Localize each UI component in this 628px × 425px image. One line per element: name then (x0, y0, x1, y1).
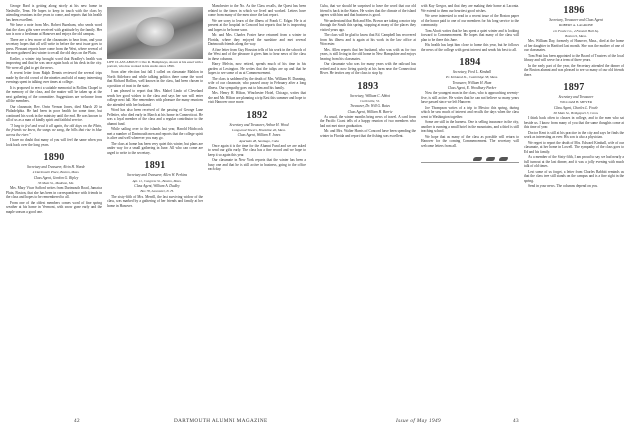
paragraph: The sixty-fifth of Mrs. Merrill, the last surviving widow of the class, was marked by a gathering of her friends and family at her home in Hanover. (107, 194, 203, 208)
paragraph: There are a few more of the classmates to hear from, and your secretary hopes that all will write in before the next issue goes to press. Pleasant reports have come from the West, where several of the men gathered last winter to recall the old days on the Plain. (6, 37, 102, 55)
paragraph: Soon after election last fall I called on classmate Mahlon in North Attleboro and while talking politics there came the word that Richard Rollins, well known in the class, had been chosen to a position of trust in the state. (107, 70, 203, 88)
paragraph: I am pleased to report that Mrs. Mabel Lindo of Cleveland sends her good wishes to the class and says her son will enter college next fall. She remembers with pleasure the many reunions she attended with her husband. (107, 89, 203, 107)
paragraph: As a member of the Sixty-fifth, I am proud to say we had nearly a full turnout at the last dinner, and it was a jolly evening with much talk of old times. (524, 155, 624, 169)
page-number: 43 (513, 418, 519, 424)
page-number: 42 (74, 418, 80, 424)
address-line: Apt. 11, Congress St., Boston, Mass. (132, 178, 182, 183)
paragraph: We understand that Bob and Mrs. Brown are taking a motor trip through the South this spring, stopping at many of the places they visited years ago. (320, 18, 416, 32)
paragraph: Mr. and Mrs. Walter Harris of Concord have been spending the winter in Florida and report that the fishing was excellent. (320, 129, 416, 138)
paragraph: We are sorry to learn of the illness of Frank C. Edgar. He is at present at the hospital in Concord but reports that he is improving and hopes to be home soon. (208, 18, 306, 32)
paragraph: Mrs. Mary Vicar Safford writes from Dartmouth Road, Jamaica Plain, Boston, that she has been in correspondence with friends in the class and hopes to be remembered to all. (6, 186, 102, 200)
paragraph: Send in your news. The columns depend on you. (528, 184, 599, 189)
paragraph: The class is saddened by the death of Mrs. William H. Dunning, wife of our classmate, who passed away in February after a long illness. Our sympathy goes out to him and his family. (208, 76, 306, 90)
class-year-heading: 1893 (357, 80, 379, 92)
class-agent-line: Class Agent, Gordon G. Ripley (33, 175, 79, 180)
paragraph: A fine letter from Guy Houston tells of his work in the schools of the West and of the pleasure it gives him to hear news of the class in these columns. (208, 47, 306, 61)
paragraph: Joe Thompson writes of a trip to Mexico this spring, during which he saw much of interest and recalls the days when the class went to Washington together. (421, 105, 519, 119)
paragraph: In the early part of the year, the Secretary attended the dinner of the Boston alumni and was pleased to see so many of our old friends there. (524, 63, 624, 77)
class-agent-line: Class Agent, William F. Jones (237, 133, 281, 138)
class-year-heading: 1892 (246, 109, 268, 121)
secretary-line: Secretary, Treasurer and Class Agent (549, 18, 603, 22)
paragraph: Mr. and Mrs. Charles Foster have returned from a winter in Florida, where they enjoyed the sunshine and met several Dartmouth friends along the way. (208, 33, 306, 46)
paragraph: I have no doubt that many of you will feel the same when you look back over the long years. (6, 138, 102, 147)
left-page (0, 0, 312, 424)
address-line: Boston 9, Mass. (565, 33, 587, 38)
quote-paragraph: "I long to feel and read it all again, the old days on the Plain, the friends we knew, the songs we sang, the hills that rise in blue across the river." (6, 123, 102, 137)
secretary-line: Secretary, William C. Abbot (349, 93, 391, 98)
address-line: c/o Fowle Co., 4 Faneuil Hall Sq. (553, 28, 599, 33)
paragraph: Cuba, that we should be surprised to have the word that our old friend is back in the States. He writes that the climate of the island agrees with him and that business is good. (320, 4, 416, 17)
class-year-heading: 1897 (563, 82, 585, 94)
paragraph: Once again it is the time for the Alumni Fund and we are asked to send our gifts early. The class has a fine record and we hope to keep it so again this year. (208, 143, 306, 157)
paragraph: Word has also been received of the passing of George Lane Pelletier, who died early in March at his home in Connecticut. He was a loyal member of the class and a regular contributor to the alumni fund. (107, 108, 203, 126)
address-line: Curtisville, Vt. (360, 98, 380, 103)
paragraph: As usual, the winter months bring news of travel. A card from the Pacific Coast tells of a happy reunion of two members who had not met since graduation. (320, 114, 416, 128)
paragraph: The class will be glad to know that Ed. Campbell has recovered from his illness and is again at his work in the law office at Worcester. (320, 33, 416, 46)
column-5 (421, 4, 519, 406)
paragraph: Manchester to the No. As the Class recalls, the Quest has been related to the times in which we lived and worked. Letters have come from many of the men since the last report. (208, 4, 306, 17)
address-line: Box 78, Lancaster, N. H. (140, 189, 174, 194)
paragraph: Harry Melvin, now retired, spends much of his time in his garden at Lexington. He writes that the tulips are up and that he hopes to see some of us at Commencement. (208, 62, 306, 75)
paragraph: Lest some of us forget, a letter from Charles Babbitt reminds us that the class tree still stands on the campus and is a fine sight in the spring. (524, 169, 624, 183)
address-line: 36 Main St., Madison, Me. (37, 181, 75, 186)
secretary-name: ROBERT A. LAGRONE (558, 23, 594, 28)
paragraph: Our classmate who was for many years with the railroad has retired and is now living quietly at his farm near the Connecticut River. He invites any of the class to stop by. (320, 62, 416, 75)
paragraph: Some are still in the harness. One is selling insurance in the city, another is running a small hotel in the mountains, and a third is still teaching school. (421, 120, 519, 134)
address-line: Pr. Kirkland St., Cambridge 38, Mass. (446, 75, 498, 80)
secretary-name: WILLIAM H. MEYER (560, 100, 592, 105)
paragraph: George Bard is getting along nicely at his new home in Nashville, Tenn. He hopes to keep in touch with the class by attending reunions in the years to come, and reports that his health has been excellent. (6, 4, 102, 22)
treasurer-line: Treasurer, Dr. Will G. Bates (350, 104, 390, 109)
paragraph: We regret to report the death of Mrs. Edward Kimball, wife of our classmate, at her home in Lowell. The sympathy of the class goes to Ed and his family. (524, 140, 624, 154)
paragraph: It is proposed to erect a suitable memorial in Rollins Chapel to the memory of the class, and the matter will be taken up at the next gathering of the committee. Suggestions are welcome from all the members. (6, 85, 102, 103)
class-year-heading: 1894 (459, 57, 481, 68)
class-agent-line: Class Agent, E. Woodbury Parker (447, 86, 497, 91)
paragraph: We were interested to read in a recent issue of the Boston paper of the honor paid to one of our members for his long service to the community. (421, 14, 519, 27)
address-line: 4 Dartmouth Place, Boston, Mass. (32, 170, 80, 175)
class-year-heading: 1891 (144, 160, 166, 172)
paragraph: I think back often to classes in college, and to the men who sat beside us. I know from many of you that the same thoughts come at this time of year. (524, 116, 624, 130)
column-1 (6, 4, 102, 406)
paragraph: Doctor Kent is still at his practice in the city and says he finds the work as interesting as ever. His son is also a physician. (524, 130, 624, 140)
paragraph: Our classmate in New York reports that the winter has been a busy one and that he is still active in business, going to the office each day. (208, 158, 306, 172)
column-2 (107, 4, 203, 406)
class-year-heading: 1896 (563, 5, 585, 16)
paragraph: From one of the oldest members comes word of fine spring weather at his home in Vermont, with snow gone early and the maple season a good one. (6, 200, 102, 214)
secretary-line: Secretary, Fred L. Kimball (452, 70, 492, 74)
address-line: Longwood Towers, Brookline 46, Mass. (232, 127, 286, 132)
paragraph: Mrs. William Day, formerly of Hanover, Mass., died at the home of her daughter in Hartford last month. She was the mother of one of our classmates. (524, 39, 624, 53)
paragraph: Tom Pratt has been appointed to the Board of Trustees of the local library and will serve for a term of three years. (524, 53, 624, 63)
class-agent-line: Class Agent, William H. Barrie (347, 109, 393, 114)
paragraph: We have a note from Mrs. Robert Burnham, who sends word that the class gifts were received with gratitude by the family. Her son is now a freshman at Hanover and enjoys the old campus. (6, 23, 102, 36)
paragraph: Mrs. Allen reports that her husband, who was with us for two years, is still living in the old home in New Hampshire and enjoys hearing from his classmates. (320, 47, 416, 61)
paragraph: His health has kept him close to home this year, but he follows the news of the college with great interest and sends his best to all. (421, 43, 519, 52)
right-page (318, 0, 628, 424)
secretary-line: Secretary and Treasurer, Allen W. Perkins (127, 173, 187, 178)
class-agent-line: Class Agent, Charles L. Fowle (553, 105, 599, 110)
secretary-line: Secretary and Treasurer, Alvin H. Warde (26, 165, 86, 169)
column-4 (320, 4, 416, 406)
paragraph: Now the youngest man in the class, who is approaching seventy-five, is still active. He writes that he can not believe so many years have passed since we left Hanover. (421, 91, 519, 105)
portrait-photo (107, 7, 203, 59)
paragraph: The class at home has been very quiet this winter, but plans are under way for a small gathering in June. All who can come are urged to write to the secretary. (107, 141, 203, 155)
swimmers-ornament (421, 150, 519, 163)
class-agent-line: Class Agent, William A. Dudley (134, 184, 180, 189)
issue-date: Issue of May 1949 (396, 418, 441, 424)
paragraph: Tom Alcott writes that he has spent a quiet winter and is looking forward to Commencement. He hopes that many of the class will plan to be there this June. (421, 28, 519, 42)
secretary-line: Secretary and Treasurer, Arthur H. Wood (229, 122, 289, 127)
paragraph: While sailing over to the islands last year, Harold Hitchcock met a number of Dartmouth men and reports that the college spirit is alive and well wherever you may go. (107, 127, 203, 141)
address-line: 60 Main St., Bridgeport 3, Conn. (553, 111, 599, 116)
column-6 (524, 4, 624, 406)
paragraph: Our classmate, Rev. Orrin Vernon Jones, died March 20 in Philadelphia. He had been in poor health for some time, but continued his work in the ministry until the end. He was known to all of us as a man of kindly spirit and faithful service. (6, 104, 102, 122)
column-3 (208, 4, 306, 406)
treasurer-line: Treasurer, William H. Ham (452, 80, 492, 85)
paragraph: Earlier, a winter trip brought word that Bradley's health was improving and that he was once again back at his desk in the city. We were all glad to get the news. (6, 56, 102, 70)
photo-figure (107, 7, 203, 68)
paragraph: with Kay Gregor, and that they are making their home at Laconia. We extend to them our heartiest good wishes. (421, 4, 519, 13)
paragraph: A recent letter from Ralph Dennis reviewed the several trips made by the old crowd of the nineties and told of many interesting evenings spent in talking over times at college. (6, 71, 102, 84)
secretary-line: Secretary and Treasurer (558, 95, 594, 100)
address-line: Apartado 48, Santiago, Cuba (239, 138, 279, 143)
paragraph: We hope that as many of the class as possible will return to Hanover for the coming Commencement. The secretary will welcome letters from all. (421, 134, 519, 148)
photo-caption: LIFE CLASS ABOUT: Clive R. Humphreys, shown at his easel with a portrait, who has worked in his studio since 1896. (107, 60, 203, 69)
paragraph: Mrs. Henry H. Hilton, Winchester Hotel, Chicago, writes that she and Mr. Hilton are planning a trip East this summer and hope to visit Hanover once more. (208, 91, 306, 104)
class-year-heading: 1890 (43, 152, 65, 163)
magazine-title: DARTMOUTH ALUMNI MAGAZINE (174, 418, 268, 424)
